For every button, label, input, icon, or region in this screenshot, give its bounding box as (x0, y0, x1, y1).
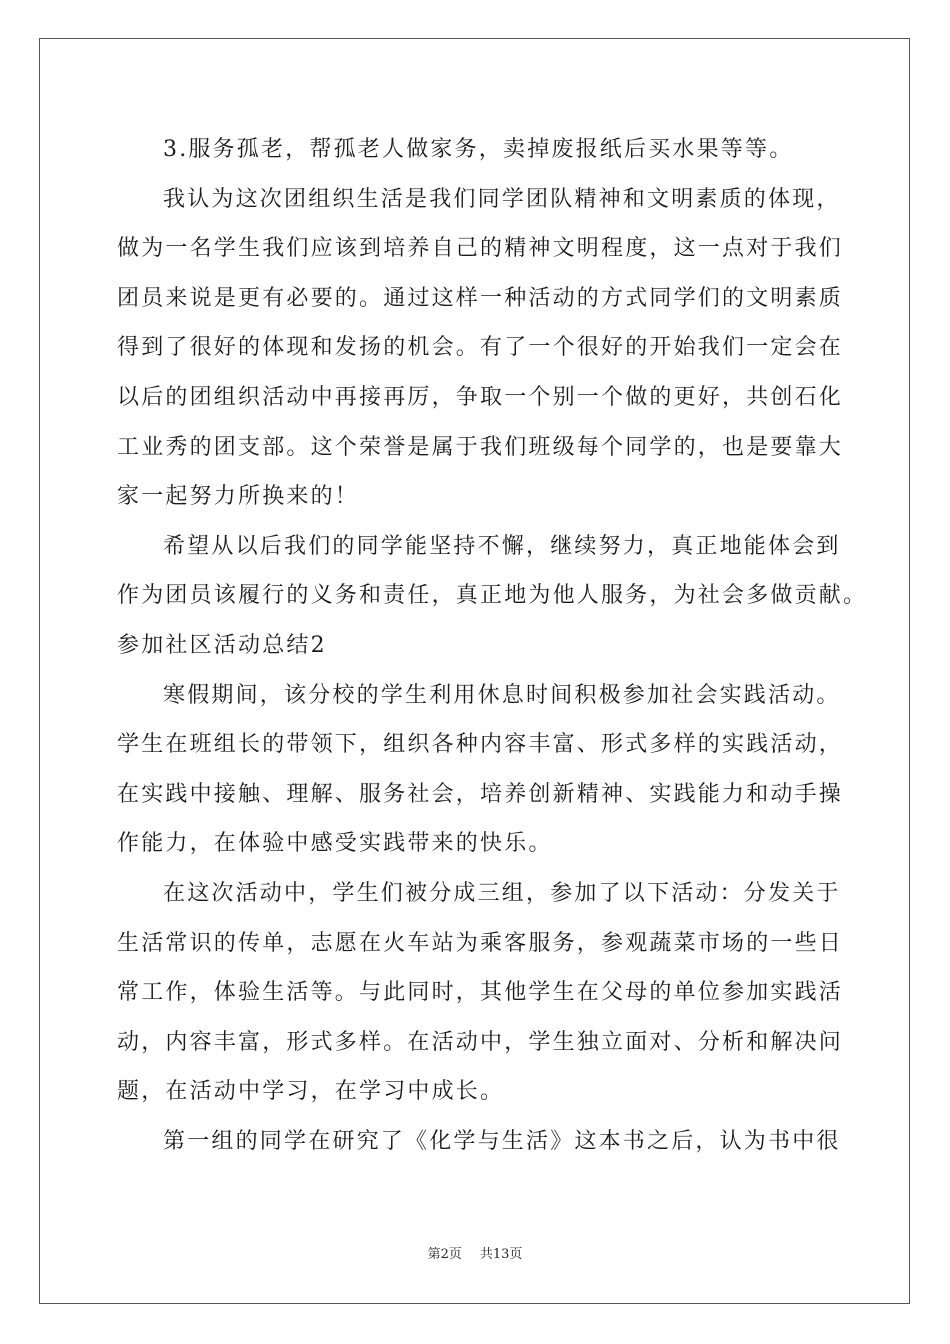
paragraph-line: 动，内容丰富，形式多样。在活动中，学生独立面对、分析和解决问 (117, 1029, 844, 1055)
paragraph-line: 作能力，在体验中感受实践带来的快乐。 (117, 831, 553, 857)
paragraph-line: 3.服务孤老，帮孤老人做家务，卖掉废报纸后买水果等等。 (163, 137, 794, 162)
paragraph-line: 做为一名学生我们应该到培养自己的精神文明程度，这一点对于我们 (117, 236, 844, 262)
paragraph-line: 作为团员该履行的义务和责任，真正地为他人服务，为社会多做贡献。 (117, 583, 868, 609)
page-total: 共13页 (479, 1247, 523, 1262)
paragraph-line: 第一组的同学在研究了《化学与生活》这本书之后，认为书中很 (163, 1128, 841, 1154)
paragraph-line: 常工作，体验生活等。与此同时，其他学生在父母的单位参加实践活 (117, 980, 844, 1006)
paragraph-line: 团员来说是更有必要的。通过这样一种活动的方式同学们的文明素质 (117, 285, 844, 311)
paragraph-line: 题，在活动中学习，在学习中成长。 (117, 1079, 505, 1105)
document-body (117, 125, 868, 1166)
paragraph-line: 寒假期间，该分校的学生利用休息时间积极参加社会实践活动。 (163, 682, 841, 708)
paragraph-line: 得到了很好的体现和发扬的机会。有了一个很好的开始我们一定会在 (117, 335, 844, 361)
paragraph-line: 生活常识的传单，志愿在火车站为乘客服务，参观蔬菜市场的一些日 (117, 930, 844, 956)
paragraph-line: 希望从以后我们的同学能坚持不懈，继续努力，真正地能体会到 (163, 533, 841, 559)
paragraph-line: 以后的团组织活动中再接再厉，争取一个别一个做的更好，共创石化 (117, 384, 844, 410)
paragraph-line: 在实践中接触、理解、服务社会，培养创新精神、实践能力和动手操 (117, 781, 844, 807)
paragraph-line: 我认为这次团组织生活是我们同学团队精神和文明素质的体现， (163, 186, 841, 212)
section-heading: 参加社区活动总结2 (117, 632, 327, 658)
paragraph-line: 在这次活动中，学生们被分成三组，参加了以下活动：分发关于 (163, 880, 841, 906)
page-footer (0, 1247, 950, 1263)
paragraph-line: 家一起努力所换来的！ (117, 484, 360, 510)
paragraph-line: 学生在班组长的带领下，组织各种内容丰富、形式多样的实践活动， (117, 732, 844, 758)
paragraph-line: 工业秀的团支部。这个荣誉是属于我们班级每个同学的，也是要靠大 (117, 434, 844, 460)
page-number: 第2页 (427, 1247, 462, 1262)
